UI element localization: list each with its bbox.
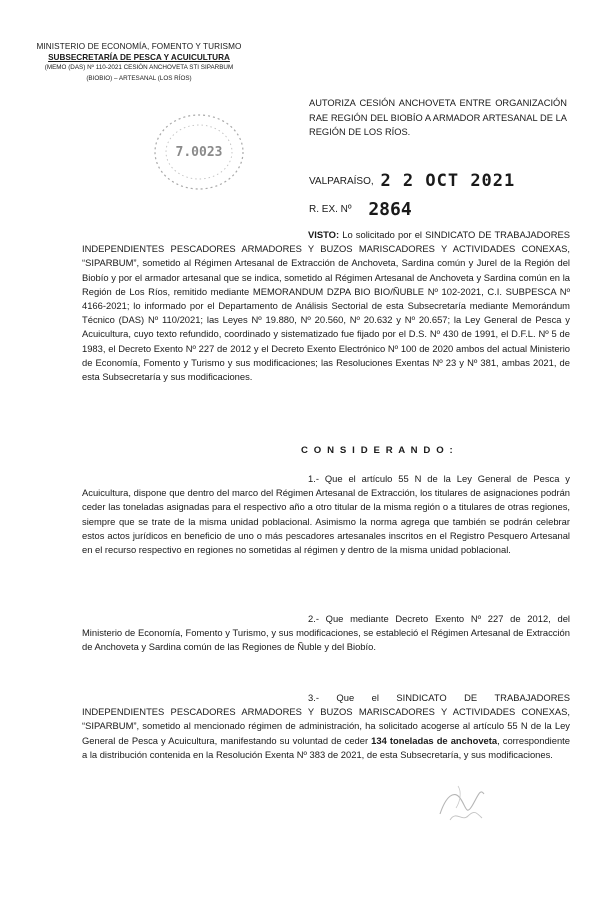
considerando-item-2: 2.- Que mediante Decreto Exento Nº 227 de 2012, del Ministerio de Economía, Fomento y Turismo, y sus modificaciones, se estableció el Régimen Artesanal de Extracción de Anchoveta y Sardina común de las Regiones de Ñuble y del Biobío. (82, 613, 570, 653)
date-stamp: 2 2 OCT 2021 (380, 171, 516, 191)
considerando-item-3-tail: , correspondiente a la distribución contenida en la Resolución Exenta Nº 383 de 2021, de esta Subsecretaría, y sus modificaciones. (82, 734, 570, 760)
subsecretaria-name: SUBSECRETARÍA DE PESCA Y ACUICULTURA (48, 52, 230, 62)
memo-reference-line-1: (MEMO (DAS) Nº 110-2021 CESIÓN ANCHOVETA STI SIPARBUM (44, 64, 234, 71)
considerando-heading: C O N S I D E R A N D O : (301, 445, 455, 456)
resolution-label: R. EX. Nº (309, 204, 352, 215)
resolution-number-line (309, 199, 412, 220)
considerando-item-1: 1.- Que el artículo 55 N de la Ley General de Pesca y Acuicultura, dispone que dentro del marco del Régimen Artesanal de Extracción, los titulares de asignaciones podrán ceder las toneladas asignadas para el respectivo año a otro titular de la misma región o a titulares de otras regiones, siempre que se trate de la misma unidad poblacional. Asimismo la norma agrega que también se podrán celebrar estos actos jurídicos en beneficio de uno o más pescadores artesanales inscritos en el Registro Pesquero Artesanal en el recurso respectivo en regiones no sometidas al régimen y dentro de la misma unidad poblacional. (82, 473, 570, 556)
visto-label: VISTO: (308, 229, 340, 240)
seal-icon (150, 110, 248, 194)
considerando-item-3-bold: 134 toneladas de anchoveta (371, 734, 498, 746)
letterhead (34, 42, 244, 84)
resolution-subject: AUTORIZA CESIÓN ANCHOVETA ENTRE ORGANIZACIÓN RAE REGIÓN DEL BIOBÍO A ARMADOR ARTESANAL DE LA REGIÓN DE LOS RÍOS. (309, 98, 567, 138)
date-place: VALPARAÍSO, (309, 176, 374, 187)
signature-icon (432, 776, 492, 834)
handwritten-initials (432, 776, 492, 834)
date-line (309, 171, 515, 191)
considerando-item-3 (82, 691, 570, 762)
ministry-name: MINISTERIO DE ECONOMÍA, FOMENTO Y TURISMO (36, 42, 242, 51)
resolution-number: 2864 (368, 199, 412, 220)
visto-paragraph (82, 228, 570, 384)
circular-seal-stamp (150, 110, 248, 194)
seal-text: 7.0023 (175, 145, 223, 160)
considerando-item-3-text: 3.- Que el SINDICATO DE TRABAJADORES INDEPENDIENTES PESCADORES ARMADORES Y BUZOS MARISCADORES Y ACTIVIDADES CONEXAS, “SIPARBUM”, sometido al mencionado régimen de administración, ha solicitado acogerse al artículo 55 N de la Ley General de Pesca y Acuicultura, manifestando su voluntad de ceder (82, 692, 570, 746)
visto-text: Lo solicitado por el SINDICATO DE TRABAJADORES INDEPENDIENTES PESCADORES ARMADORES Y BUZOS MARISCADORES Y ACTIVIDADES CONEXAS, “SIPARBUM”, sometido al Régimen Artesanal de Extracción de Anchoveta, Sardina común y Jurel de la Región del Biobío y por el armador artesanal que se indica, sometido al Régimen Artesanal de Anchoveta y Sardina común en la Región de Los Ríos, remitido mediante MEMORANDUM DZPA BIO BIO/ÑUBLE Nº 102-2021, C.I. SUBPESCA Nº 4166-2021; lo informado por el Departamento de Análisis Sectorial de esta Subsecretaría mediante Memorándum Técnico (DAS) Nº 110/2021; las Leyes Nº 19.880, Nº 20.560, Nº 20.632 y Nº 20.657; la Ley General de Pesca y Acuicultura, cuyo texto refundido, coordinado y sistematizado fue fijado por el D.S. Nº 430 de 1991, el D.F.L. Nº 5 de 1983, el Decreto Exento Nº 227 de 2012 y el Decreto Exento Electrónico Nº 100 de 2020 ambos del actual Ministerio de Economía, Fomento y Turismo y sus modificaciones; las Resoluciones Exentas Nº 23 y Nº 381, ambas 2021, de esta Subsecretaría y sus modificaciones. (82, 229, 570, 383)
memo-reference-line-2: (BIOBIO) – ARTESANAL (LOS RÍOS) (86, 74, 192, 82)
